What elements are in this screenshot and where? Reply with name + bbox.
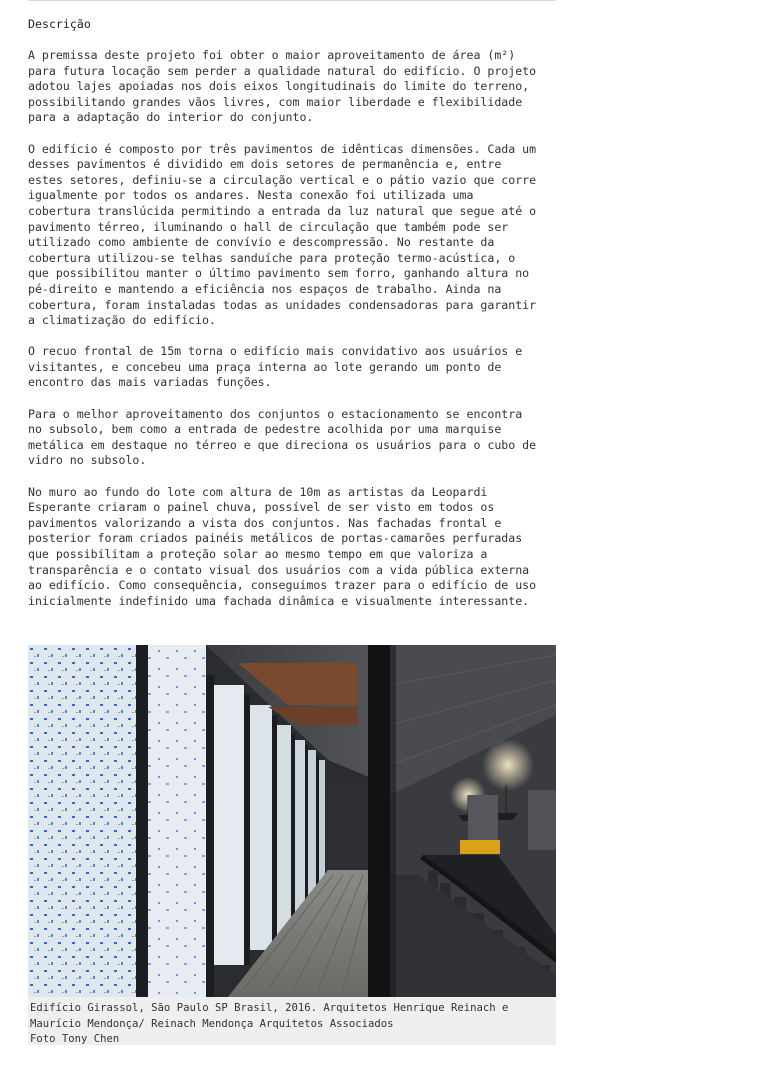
text-line: Esperante criaram o painel chuva, possível de ser visto em todos os — [28, 500, 495, 515]
text-line: cobertura, foram instaladas todas as unidades condensadoras para garantir — [28, 297, 537, 312]
description-section — [28, 10, 558, 625]
yellow-accent — [460, 840, 500, 854]
text-line: metálica em destaque no térreo e que direciona os usuários para o cubo de — [28, 437, 537, 452]
text-line: pavimentos valorizando a vista dos conjuntos. Nas fachadas frontal e — [28, 515, 502, 530]
text-line: encontro das mais variadas funções. — [28, 375, 272, 390]
text-line: para futura locação sem perder a qualidade natural do edifício. O projeto — [28, 63, 537, 78]
text-line: estes setores, definiu-se a circulação vertical e o pátio vazio que corre — [28, 172, 537, 187]
text-line: no subsolo, bem como a entrada de pedestre acolhida por uma marquise — [28, 422, 502, 437]
text-line: posterior foram criados painéis metálicos de portas-camarões perfuradas — [28, 531, 523, 546]
text-line: a climatização do edifício. — [28, 313, 216, 328]
paragraph-2 — [28, 142, 558, 329]
text-line: A premissa deste projeto foi obter o maior aproveitamento de área (m²) — [28, 48, 516, 62]
text-line: O edifício é composto por três pavimentos de idênticas dimensões. Cada um — [28, 141, 537, 156]
paragraph-3 — [28, 344, 558, 391]
text-line: que possibilitam a proteção solar ao mesmo tempo em que valoriza a — [28, 547, 488, 561]
text-line: desses pavimentos é dividido em dois setores de permanência e, entre — [28, 157, 502, 172]
top-divider — [28, 0, 556, 1]
photo-caption — [28, 997, 556, 1045]
text-line: Para o melhor aproveitamento dos conjuntos o estacionamento se encontra — [28, 406, 523, 421]
text-line: No muro ao fundo do lote com altura de 10m as artistas da Leopardi — [28, 484, 488, 499]
text-line: ao edifício. Como consequência, conseguimos trazer para o edifício de uso — [28, 578, 537, 593]
caption-line: Maurício Mendonça/ Reinach Mendonça Arquitetos Associados — [30, 1017, 394, 1030]
text-line: cobertura translúcida permitindo a entrada da luz natural que segue até o — [28, 203, 537, 218]
text-line: igualmente por todos os andares. Nesta conexão foi utilizada uma — [28, 188, 474, 203]
text-line: para a adaptação do interior do conjunto. — [28, 110, 314, 125]
text-line: adotou lajes apoiadas nos dois eixos longitudinais do limite do terreno, — [28, 79, 530, 94]
text-line: O recuo frontal de 15m torna o edifício mais convidativo aos usuários e — [28, 344, 523, 359]
section-heading: Descrição — [28, 17, 91, 31]
project-photo[interactable] — [28, 645, 556, 997]
column — [368, 645, 390, 997]
paragraph-4 — [28, 407, 558, 469]
caption-line: Edifício Girassol, São Paulo SP Brasil, 2016. Arquitetos Henrique Reinach e — [30, 1002, 509, 1014]
text-line: utilizado como ambiente de convívio e descompressão. No restante da — [28, 235, 495, 250]
patterned-wall — [28, 645, 136, 997]
project-photo-figure — [28, 645, 556, 1045]
photo-credit: Foto Tony Chen — [30, 1033, 120, 1046]
text-line: inicialmente indefinido uma fachada dinâmica e visualmente interessante. — [28, 593, 530, 608]
text-line: visitantes, e concebeu uma praça interna ao lote gerando um ponto de — [28, 359, 502, 374]
paragraph-5 — [28, 485, 558, 610]
text-line: transparência e o contato visual dos usuários com a vida pública externa — [28, 562, 530, 577]
text-line: vidro no subsolo. — [28, 453, 147, 468]
text-line: pavimento térreo, iluminando o hall de circulação que também pode ser — [28, 219, 509, 234]
text-line: possibilitando grandes vãos livres, com maior liberdade e flexibilidade — [28, 94, 523, 109]
paragraph-1 — [28, 48, 558, 126]
text-line: cobertura utilizou-se telhas sanduíche para proteção termo-acústica, o — [28, 250, 516, 265]
text-line: que possibilitou manter o último pavimento sem forro, ganhando altura no — [28, 266, 530, 281]
text-line: pé-direito e mantendo a eficiência nos espaços de trabalho. Ainda na — [28, 281, 502, 296]
